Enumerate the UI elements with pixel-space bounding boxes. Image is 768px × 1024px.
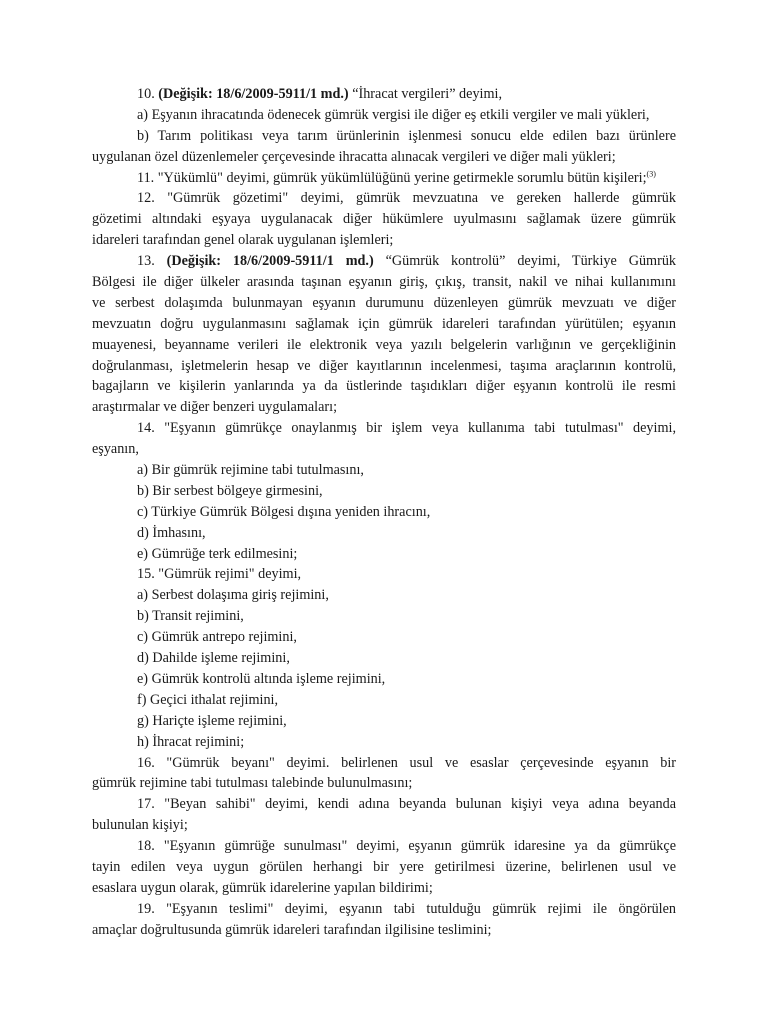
- item-10-b: b) Tarım politikası veya tarım ürünlerinin işlenmesi sonucu elde edilen bazı ürünlere: [137, 127, 676, 144]
- item-11: 11. "Yükümlü" deyimi, gümrük yükümlülüğünü yerine getirmekle sorumlu bütün kişileri;$^{(3)}$: [137, 168, 656, 186]
- item-12-cont: idareleri tarafından genel olarak uygulanan işlemleri;: [92, 232, 394, 249]
- document-page: [92, 84, 676, 941]
- amendment-note: (Değişik: 18/6/2009-5911/1 md.): [166, 253, 374, 270]
- item-16-cont: gümrük rejimine tabi tutulması talebinde bulunulmasını;: [92, 775, 413, 792]
- item-18: 18. "Eşyanın gümrüğe sunulması" deyimi, eşyanın gümrük idaresine ya da gümrükçe: [137, 838, 676, 855]
- footnote-marker: (3): [646, 168, 656, 178]
- item-15-f: f) Geçici ithalat rejimini,: [137, 691, 279, 708]
- item-13-cont: muayenesi, beyanname verileri ile elektronik veya yazılı belgelerin varlığının ve gerçekliğinin: [92, 336, 676, 353]
- item-13-cont: Bölgesi ile diğer ülkeler arasında taşınan eşyanın giriş, çıkış, transit, nakil ve nihai kullanımını: [92, 274, 676, 291]
- item-16: 16. "Gümrük beyanı" deyimi. belirlenen usul ve esaslar çerçevesinde eşyanın bir: [137, 754, 676, 771]
- item-10-heading: 10. (Değişik: 18/6/2009-5911/1 md.) “İhracat vergileri” deyimi,: [137, 86, 503, 102]
- item-15-g: g) Hariçte işleme rejimini,: [137, 712, 287, 729]
- item-13-cont: araştırmalar ve diğer benzeri uygulamaları;: [92, 399, 338, 416]
- item-13-cont: mevzuatın doğru uygulanmasını sağlamak için gümrük idareleri tarafından yürütülen; eşyanın: [92, 315, 676, 332]
- item-13-cont: ve serbest dolaşımda bulunmayan eşyanın durumunu düzenleyen gümrük mevzuatı ve diğer: [92, 294, 676, 311]
- item-12: 12. "Gümrük gözetimi" deyimi, gümrük mevzuatına ve gereken hallerde gümrük: [137, 190, 676, 207]
- item-13-cont: bagajların ve kişilerin yanlarında ya da üstlerinde taşıdıkları diğer eşyanın kontrolü ile resmi: [92, 378, 676, 395]
- item-13-heading: 13. (Değişik: 18/6/2009-5911/1 md.) “Gümrük kontrolü” deyimi, Türkiye Gümrük: [137, 253, 677, 270]
- item-14-b: b) Bir serbest bölgeye girmesini,: [137, 482, 323, 499]
- item-14: 14. "Eşyanın gümrükçe onaylanmış bir işlem veya kullanıma tabi tutulması" deyimi,: [137, 420, 676, 437]
- item-10-a: a) Eşyanın ihracatında ödenecek gümrük vergisi ile diğer eş etkili vergiler ve mali yükleri,: [137, 106, 650, 123]
- item-17-cont: bulunulan kişiyi;: [92, 817, 188, 834]
- item-14-d: d) İmhasını,: [137, 524, 206, 541]
- item-14-e: e) Gümrüğe terk edilmesini;: [137, 545, 298, 562]
- amendment-note: (Değişik: 18/6/2009-5911/1 md.): [158, 86, 349, 102]
- item-15-h: h) İhracat rejimini;: [137, 733, 245, 750]
- item-15-e: e) Gümrük kontrolü altında işleme rejimini,: [137, 670, 386, 687]
- item-12-cont: gözetimi altındaki eşyaya uygulanacak diğer hükümlere uyulmasını sağlamak üzere gümrük: [92, 211, 676, 228]
- item-14-cont: eşyanın,: [92, 441, 139, 458]
- item-19-cont: amaçlar doğrultusunda gümrük idareleri tarafından ilgilisine teslimini;: [92, 921, 492, 938]
- item-14-c: c) Türkiye Gümrük Bölgesi dışına yeniden ihracını,: [137, 503, 431, 520]
- item-15-c: c) Gümrük antrepo rejimini,: [137, 629, 297, 646]
- item-14-a: a) Bir gümrük rejimine tabi tutulmasını,: [137, 462, 364, 479]
- item-18-cont: esaslara uygun olarak, gümrük idarelerine yapılan bildirimi;: [92, 879, 433, 896]
- item-10-b-cont: uygulanan özel düzenlemeler çerçevesinde ihracatta alınacak vergileri ve diğer mali yükleri;: [92, 148, 616, 165]
- item-18-cont: tayin edilen veya uygun görülen herhangi bir yere getirilmesi üzerine, belirlenen usul ve: [92, 858, 676, 875]
- item-15: 15. "Gümrük rejimi" deyimi,: [137, 566, 302, 583]
- item-17: 17. "Beyan sahibi" deyimi, kendi adına beyanda bulunan kişiyi veya adına beyanda: [137, 796, 676, 813]
- item-19: 19. "Eşyanın teslimi" deyimi, eşyanın tabi tutulduğu gümrük rejimi ile öngörülen: [137, 900, 676, 917]
- item-15-b: b) Transit rejimini,: [137, 608, 244, 625]
- item-15-a: a) Serbest dolaşıma giriş rejimini,: [137, 587, 329, 604]
- item-13-cont: doğrulanması, işletmelerin hesap ve diğer kayıtlarının incelenmesi, taşıma araçlarının kontrolü,: [92, 357, 676, 374]
- item-15-d: d) Dahilde işleme rejimini,: [137, 650, 290, 667]
